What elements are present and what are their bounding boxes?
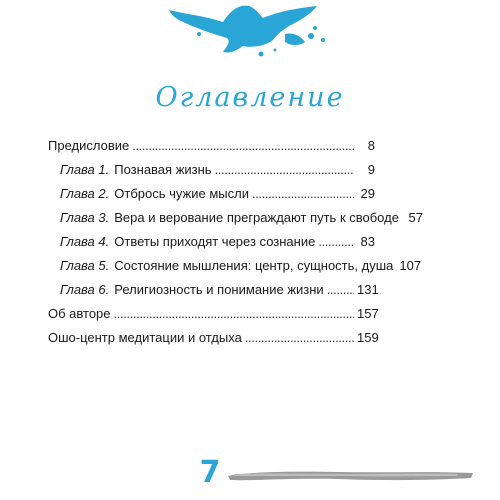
toc-entry-title: Ответы приходят через сознание — [114, 234, 316, 249]
dot-leader — [132, 136, 354, 156]
toc-entry-title: Религиозность и понимание жизни — [114, 282, 324, 297]
toc-entry-chapter: Глава 5. — [60, 258, 110, 273]
dot-leader — [215, 160, 354, 180]
dot-leader — [318, 232, 354, 252]
toc-entry-chapter: Глава 4. — [60, 234, 110, 249]
toc-entry-chapter-6[interactable] — [60, 280, 379, 300]
toc-entry-chapter-2[interactable] — [60, 184, 375, 204]
toc-entry-page: 57 — [408, 210, 423, 225]
contents-heading: Оглавление — [155, 82, 345, 113]
dot-leader — [327, 280, 354, 300]
toc-entry-page: 9 — [367, 162, 375, 177]
toc-entry-page: 157 — [357, 306, 379, 321]
toc-entry-page: 29 — [360, 186, 375, 201]
toc-entry-chapter-4[interactable] — [60, 232, 375, 252]
toc-entry-page: 159 — [357, 330, 379, 345]
bird-splash-icon — [165, 0, 340, 62]
toc-entry-chapter: Глава 1. — [60, 162, 110, 177]
toc-entry-page: 8 — [367, 138, 375, 153]
brush-stroke-icon — [228, 469, 473, 483]
toc-entry-preface[interactable] — [48, 136, 375, 156]
dot-leader — [245, 328, 354, 348]
toc-entry-title: Отбрось чужие мысли — [114, 186, 249, 201]
toc-entry-title: Об авторе — [48, 306, 111, 321]
toc-entry-osho-center[interactable] — [48, 328, 379, 348]
toc-entry-title: Познавая жизнь — [114, 162, 212, 177]
toc-entry-chapter: Глава 6. — [60, 282, 110, 297]
toc-entry-chapter-3[interactable] — [60, 208, 423, 228]
toc-entry-about-author[interactable] — [48, 304, 379, 324]
toc-entry-page: 131 — [357, 282, 379, 297]
toc-entry-chapter: Глава 2. — [60, 186, 110, 201]
dot-leader — [252, 184, 354, 204]
toc-entry-title: Ошо-центр медитации и отдыха — [48, 330, 242, 345]
dot-leader — [114, 304, 354, 324]
toc-entry-title: Предисловие — [48, 138, 130, 153]
page-number: 7 — [199, 455, 221, 490]
toc-entry-page: 83 — [360, 234, 375, 249]
toc-entry-chapter: Глава 3. — [60, 210, 110, 225]
toc-entry-chapter-1[interactable] — [60, 160, 375, 180]
toc-entry-chapter-5[interactable] — [60, 256, 422, 276]
toc-entry-title: Вера и верование преграждают путь к свободе — [114, 210, 399, 225]
toc-entry-title: Состояние мышления: центр, сущность, душа — [114, 258, 394, 273]
toc-entry-page: 107 — [399, 258, 422, 273]
